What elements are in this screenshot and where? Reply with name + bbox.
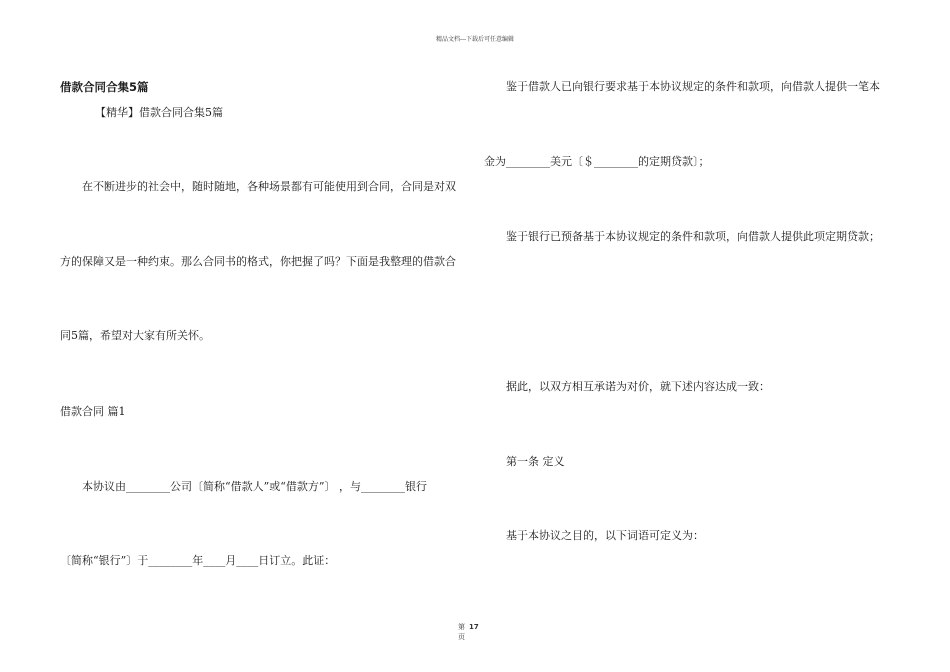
right-paragraph-line-6: 基于本协议之目的，以下词语可定义为： [506, 529, 704, 542]
intro-paragraph-line-2: 方的保障又是一种约束。那么合同书的格式，你把握了吗？下面是我整理的借款合 [60, 255, 456, 268]
page-prefix: 第 [458, 623, 465, 631]
right-paragraph-line-1: 鉴于借款人已向银行要求基于本协议规定的条件和款项，向借款人提供一笔本 [506, 80, 880, 93]
article-heading: 第一条 定义 [506, 455, 565, 468]
section-heading: 借款合同 篇1 [60, 405, 126, 418]
page-number: 17 [469, 623, 479, 631]
intro-paragraph-line-3: 同5篇，希望对大家有所关怀。 [60, 329, 210, 342]
intro-paragraph-line-1: 在不断进步的社会中，随时随地，各种场景都有可能使用到合同，合同是对双 [82, 180, 456, 193]
right-paragraph-line-2: 金为________美元〔＄________的定期贷款〕； [484, 155, 710, 168]
clause-line-1: 本协议由________公司〔简称“借款人”或“借款方”〕 ，与________银行 [82, 480, 427, 493]
right-paragraph-line-3: 鉴于银行已预备基于本协议规定的条件和款项，向借款人提供此项定期贷款； [506, 230, 880, 243]
right-paragraph-line-4: 据此，以双方相互承诺为对价，就下述内容达成一致： [506, 380, 770, 393]
document-subtitle: 【精华】借款合同合集5篇 [95, 106, 223, 119]
page-header: 精品文档---下载后可任意编辑 [435, 36, 515, 43]
page-suffix: 页 [458, 633, 465, 641]
document-title: 借款合同合集5篇 [60, 80, 149, 94]
clause-line-2: 〔简称“银行”〕于________年____月____日订立。此证： [60, 554, 336, 567]
page-footer [458, 622, 479, 642]
